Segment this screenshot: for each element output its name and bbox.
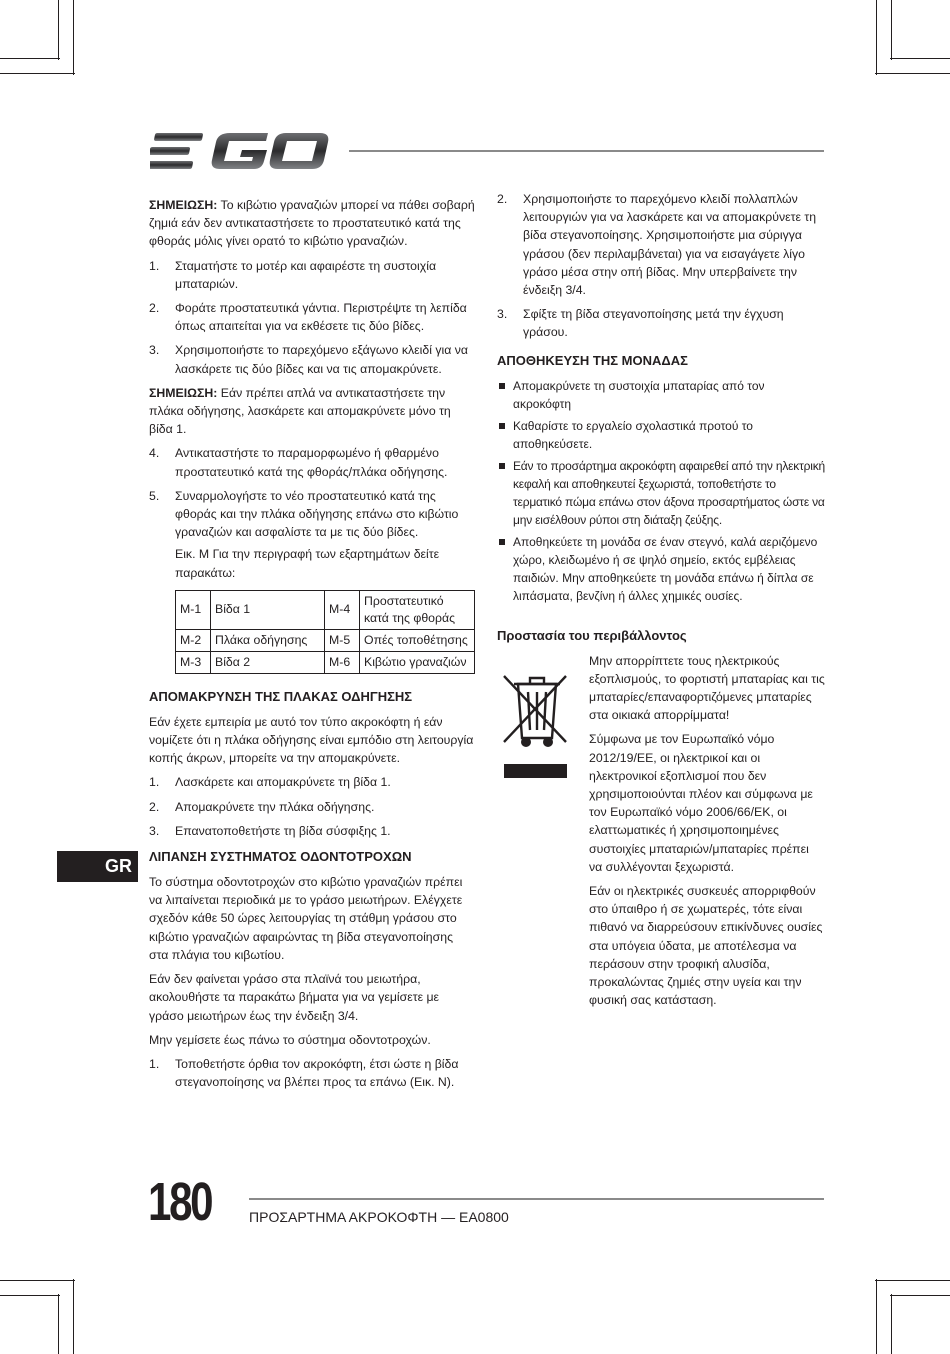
env-paragraph-2: Σύμφωνα με τον Ευρωπαϊκό νόμο 2012/19/ΕΕ, οι ηλεκτρικοί και οι ηλεκτρονικοί εξοπλισμοί που δεν χρησιμοποιούνται πλέον και σύμφωνα με τον Ευρωπαϊκό νόμο 2006/66/ΕΚ, οι ελαττωματικές ή χρησιμοποιημένες συστοιχίες μπαταριών/μπαταρίες πρέπει να συλλέγονται ξεχωριστά. bbox=[589, 732, 813, 874]
heading-storage: ΑΠΟΘΗΚΕΥΣΗ ΤΗΣ ΜΟΝΑΔΑΣ bbox=[497, 352, 688, 368]
list-item: 3. Χρησιμοποιήστε το παρεχόμενο εξάγωνο κλειδί για να λασκάρετε τις δύο βίδες και να τις απομακρύνετε. bbox=[149, 343, 469, 376]
left-column bbox=[149, 196, 475, 1097]
bullet-icon bbox=[499, 463, 505, 469]
table-row: M-2 Πλάκα οδήγησης M-5 Οπές τοποθέτησης bbox=[176, 629, 475, 651]
list-item: Αποθηκεύετε τη μονάδα σε έναν στεγνό, καλά αεριζόμενο χώρο, κλειδωμένο ή σε ψηλό σημείο, εκτός εμβέλειας παιδιών. Μην αποθηκεύετε τη μονάδα επάνω ή δίπλα σε λιπάσματα, βενζίνη ή άλλες χημικές ουσίες. bbox=[497, 533, 825, 605]
steps-lube-cont bbox=[497, 190, 825, 342]
list-item: 2. Απομακρύνετε την πλάκα οδήγησης. bbox=[149, 799, 375, 814]
bullet-icon bbox=[499, 423, 505, 429]
right-column bbox=[497, 190, 825, 1015]
steps-wear-guard bbox=[149, 257, 475, 378]
list-item: 3. Επανατοποθετήστε τη βίδα σύσφιξης 1. bbox=[149, 823, 391, 838]
lube-paragraph-3: Μην γεμίσετε έως πάνω το σύστημα οδοντοτροχών. bbox=[149, 1032, 431, 1047]
crop-mark bbox=[891, 1294, 892, 1354]
crop-mark bbox=[876, 1279, 877, 1354]
removal-intro: Εάν έχετε εμπειρία με αυτό τον τύπο ακροκόφτη ή εάν νομίζετε ότι η πλάκα οδήγησης είναι εμπόδιο στη λειτουργία κοπής άκρων, μπορείτε να την απομακρύνετε. bbox=[149, 714, 474, 766]
list-item: 1. Τοποθετήστε όρθια τον ακροκόφτη, έτσι ώστε η βίδα στεγανοποίησης να βλέπει προς τα επάνω (Εικ. N). bbox=[149, 1056, 459, 1090]
steps-lube bbox=[149, 1055, 475, 1091]
page-number: 180 bbox=[148, 1172, 212, 1232]
list-item: 2. Φοράτε προστατευτικά γάντια. Περιστρέψτε τη λεπίδα όπως απαιτείται για να εκθέσετε τις δύο βίδες. bbox=[149, 301, 467, 334]
crop-mark bbox=[58, 1294, 59, 1354]
crop-mark bbox=[890, 1295, 950, 1296]
env-paragraph-3: Εάν οι ηλεκτρικές συσκευές απορριφθούν στο ύπαιθρο ή σε χωματερές, τότε είναι πιθανό να διαρρεύσουν επικίνδυνες ουσίες στα υπόγεια ύδατα, με αποτέλεσμα να περάσουν στην τροφική αλυσίδα, προκαλώντας ζημιές στην υγεία και την φυσική σας κατάσταση. bbox=[589, 884, 823, 1008]
bullet-icon bbox=[499, 539, 505, 545]
parts-table bbox=[175, 590, 475, 674]
list-item: 4. Αντικαταστήστε το παραμορφωμένο ή φθαρμένο προστατευτικό κατά της φθοράς/πλάκα οδήγησης. bbox=[149, 446, 448, 479]
crop-mark bbox=[73, 1279, 74, 1354]
crop-mark bbox=[891, 0, 892, 60]
list-item: 1. Λασκάρετε και απομακρύνετε τη βίδα 1. bbox=[149, 775, 391, 790]
note-guide-plate: ΣΗΜΕΙΩΣΗ: Εάν πρέπει απλά να αντικαταστήσετε την πλάκα οδήγησης, λασκάρετε και απομακρύνετε μόνο τη βίδα 1. bbox=[149, 385, 451, 437]
header-rule bbox=[349, 150, 824, 152]
steps-replace bbox=[149, 444, 475, 541]
steps-removal bbox=[149, 773, 475, 840]
note-gearbox: ΣΗΜΕΙΩΣΗ: Το κιβώτιο γραναζιών μπορεί να πάθει σοβαρή ζημιά εάν δεν αντικαταστήσετε το προστατευτικό κατά της φθοράς μόλις γίνει ορατό το κιβώτιο γραναζιών. bbox=[149, 198, 475, 249]
crop-mark bbox=[890, 58, 950, 59]
crop-mark bbox=[0, 1280, 75, 1281]
crop-mark bbox=[0, 73, 75, 74]
crop-mark bbox=[0, 1295, 60, 1296]
lube-paragraph-2: Εάν δεν φαίνεται γράσο στα πλαϊνά του μειωτήρα, ακολουθήστε τα παρακάτω βήματα για να γεμίσετε με γράσο μειωτήρων έως την ένδειξη 3/4. bbox=[149, 972, 440, 1023]
list-item: 5. Συναρμολογήστε το νέο προστατευτικό κατά της φθοράς και την πλάκα οδήγησης επάνω στο κιβώτιο γραναζιών και ασφαλίστε τα με τις δύο βίδες. bbox=[149, 488, 459, 540]
crop-mark bbox=[875, 1280, 950, 1281]
crop-mark bbox=[0, 58, 60, 59]
list-item: Απομακρύνετε τη συστοιχία μπαταρίας από τον ακροκόφτη bbox=[497, 377, 825, 413]
list-item: 1. Σταματήστε το μοτέρ και αφαιρέστε τη συστοιχία μπαταριών. bbox=[149, 258, 437, 291]
crop-mark bbox=[876, 0, 877, 75]
bullet-icon bbox=[499, 383, 505, 389]
heading-environment: Προστασία του περιβάλλοντος bbox=[497, 627, 687, 643]
list-item: 3. Σφίξτε τη βίδα στεγανοποίησης μετά την έγχυση γράσου. bbox=[497, 307, 784, 340]
list-item: Καθαρίστε το εργαλείο σχολαστικά προτού το αποθηκεύσετε. bbox=[497, 417, 825, 453]
footer-title: ΠΡΟΣΑΡΤΗΜΑ ΑΚΡΟΚΟΦΤΗ — EA0800 bbox=[249, 1209, 509, 1225]
heading-guide-plate-removal: ΑΠΟΜΑΚΡΥΝΣΗ ΤΗΣ ΠΛΑΚΑΣ ΟΔΗΓΗΣΗΣ bbox=[149, 688, 413, 704]
list-item: 2. Χρησιμοποιήστε το παρεχόμενο κλειδί πολλαπλών λειτουργιών για να λασκάρετε και να απομακρύνετε τη βίδα στεγανοποίησης. Χρησιμοποιήστε μια σύριγγα γράσου (δεν περιλαμβάνεται) για να εισαγάγετε λίγο γράσο μέσα στην οπή βίδας. Μην υπερβαίνετε την ένδειξη 3/4. bbox=[497, 192, 817, 298]
crop-mark bbox=[58, 0, 59, 60]
crop-mark bbox=[875, 73, 950, 74]
env-paragraph-1: Μην απορρίπτετε τους ηλεκτρικούς εξοπλισμούς, το φορτιστή μπαταρίας και τις μπαταρίες/επαναφορτιζόμενες μπαταρίες στα οικιακά απορρίμματα! bbox=[589, 653, 825, 723]
figure-reference: Εικ. M Για την περιγραφή των εξαρτημάτων δείτε παρακάτω: bbox=[175, 547, 440, 580]
footer-rule bbox=[249, 1198, 824, 1200]
language-tab: GR bbox=[57, 851, 138, 882]
crossed-bin-icon bbox=[500, 662, 575, 780]
table-row: M-1 Βίδα 1 M-4 Προστατευτικό κατά της φθοράς bbox=[176, 590, 475, 629]
ego-logo bbox=[150, 130, 330, 172]
lube-paragraph-1: Το σύστημα οδοντοτροχών στο κιβώτιο γραναζιών πρέπει να λιπαίνεται περιοδικά με το γράσο μειωτήρων. Ελέγχετε σχεδόν κάθε 50 ώρες λειτουργίας τη στάθμη γράσου στο κιβώτιο γραναζιών αφαιρώντας τη βίδα στεγανοποίησης στα πλάγια του κιβωτίου. bbox=[149, 875, 463, 962]
storage-list bbox=[497, 377, 825, 605]
environment-text bbox=[589, 652, 825, 1010]
table-row: M-3 Βίδα 2 M-6 Κιβώτιο γραναζιών bbox=[176, 651, 475, 673]
heading-gear-lubrication: ΛΙΠΑΝΣΗ ΣΥΣΤΗΜΑΤΟΣ ΟΔΟΝΤΟΤΡΟΧΩΝ bbox=[149, 849, 412, 865]
crop-mark bbox=[73, 0, 74, 75]
list-item: Εάν το προσάρτημα ακροκόφτη αφαιρεθεί από την ηλεκτρική κεφαλή και αποθηκευτεί ξεχωριστά, τοποθετήστε το τερματικό πώμα επάνω στον άξονα προσαρτήματος ώστε να μην εισέλθουν ρύποι στη διάταξη ζεύξης. bbox=[497, 457, 825, 529]
